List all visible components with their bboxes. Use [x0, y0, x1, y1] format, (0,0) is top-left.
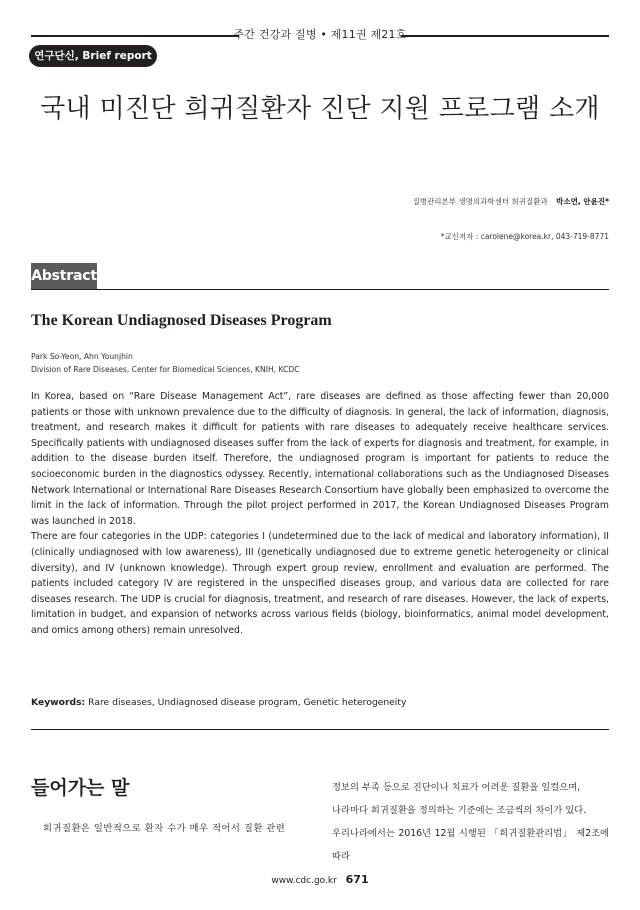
abstract-body [31, 389, 609, 639]
intro-left-column: 희귀질환은 일반적으로 환자 수가 매우 적어서 질환 관련 [43, 823, 286, 834]
article-type-badge: 연구단신, Brief report [29, 45, 157, 67]
journal-header: 주간 건강과 질병 • 제11권 제21호 [233, 28, 407, 41]
authors-english: Park So-Yeon, Ahn Younjhin [31, 352, 133, 361]
intro-right-line-2: 나라마다 희귀질환을 정의하는 기준에는 조금씩의 차이가 있다. [332, 805, 587, 816]
author-affiliation [413, 196, 609, 207]
authors-block-english [31, 350, 300, 376]
intro-heading: 들어가는 말 [31, 777, 130, 799]
affiliation-dept: 질병관리본부 생명의과학센터 희귀질환과 [412, 197, 548, 206]
page-footer [0, 873, 640, 886]
footer-url[interactable]: www.cdc.go.kr [271, 876, 337, 886]
article-title-english: The Korean Undiagnosed Diseases Program [31, 312, 332, 329]
keywords-label: Keywords: [31, 697, 86, 708]
keywords [31, 697, 406, 708]
intro-right-column [332, 776, 609, 868]
section-rule [31, 729, 609, 730]
abstract-label: Abstract [31, 263, 97, 289]
page-number: 671 [345, 873, 369, 886]
abstract-rule [31, 289, 609, 290]
article-title-korean: 국내 미진단 희귀질환자 진단 지원 프로그램 소개 [40, 94, 600, 124]
keywords-text: Rare diseases, Undiagnosed disease program, Genetic heterogeneity [88, 697, 407, 708]
abstract-paragraph-1: In Korea, based on “Rare Disease Management Act”, rare diseases are defined as those affecting fewer than 20,000 patients or those with unknown prevalence due to the difficulty of diagnosis. In general, the lack of information, diagnosis, treatment, and research makes it difficult for patients with rare diseases to adequately receive healthcare services. Specifically patients with undiagnosed diseases suffer from the lack of experts for diagnosis and treatment, for example, in addition to the disease burden itself. Therefore, the undiagnosed program is important for patients to reduce the socioeconomic burden in the diagnostics odyssey. Recently, international collaborations such as the Undiagnosed Diseases Network International or International Rare Diseases Research Consortium have globally been emphasized to overcome the limit in the lack of information. Through the pilot project performed in 2017, the Korean Undiagnosed Diseases Program was launched in 2018. [31, 391, 609, 527]
intro-right-line-1: 정보의 부족 등으로 진단이나 치료가 어려운 질환을 일컬으며, [332, 782, 581, 793]
intro-right-line-3: 우리나라에서는 2016년 12월 시행된 「희귀질환관리법」 제2조에 따라 [332, 828, 609, 862]
corresponding-author: *교신저자 : carolene@korea.kr, 043-719-8771 [440, 232, 609, 241]
affiliation-english: Division of Rare Diseases, Center for Biomedical Sciences, KNIH, KCDC [31, 365, 300, 374]
abstract-paragraph-2: There are four categories in the UDP: categories I (undetermined due to the lack of medical and laboratory information), II (clinically undiagnosed with low awareness), III (genetically undiagnosed due to extreme genetic heterogeneity or clinical diversity), and IV (unknown knowledge). Through expert group review, enrollment and evaluation are performed. The patients included category IV are registered in the unspecified diseases group, and various data are collected for rare diseases research. The UDP is crucial for diagnosis, treatment, and research of rare diseases. However, the lack of experts, limitation in budget, and expansion of networks across various fields (biology, bioinformatics, animal model development, and omics among others) remain unresolved. [31, 531, 609, 636]
author-names: 박소연, 안윤진* [556, 197, 609, 206]
